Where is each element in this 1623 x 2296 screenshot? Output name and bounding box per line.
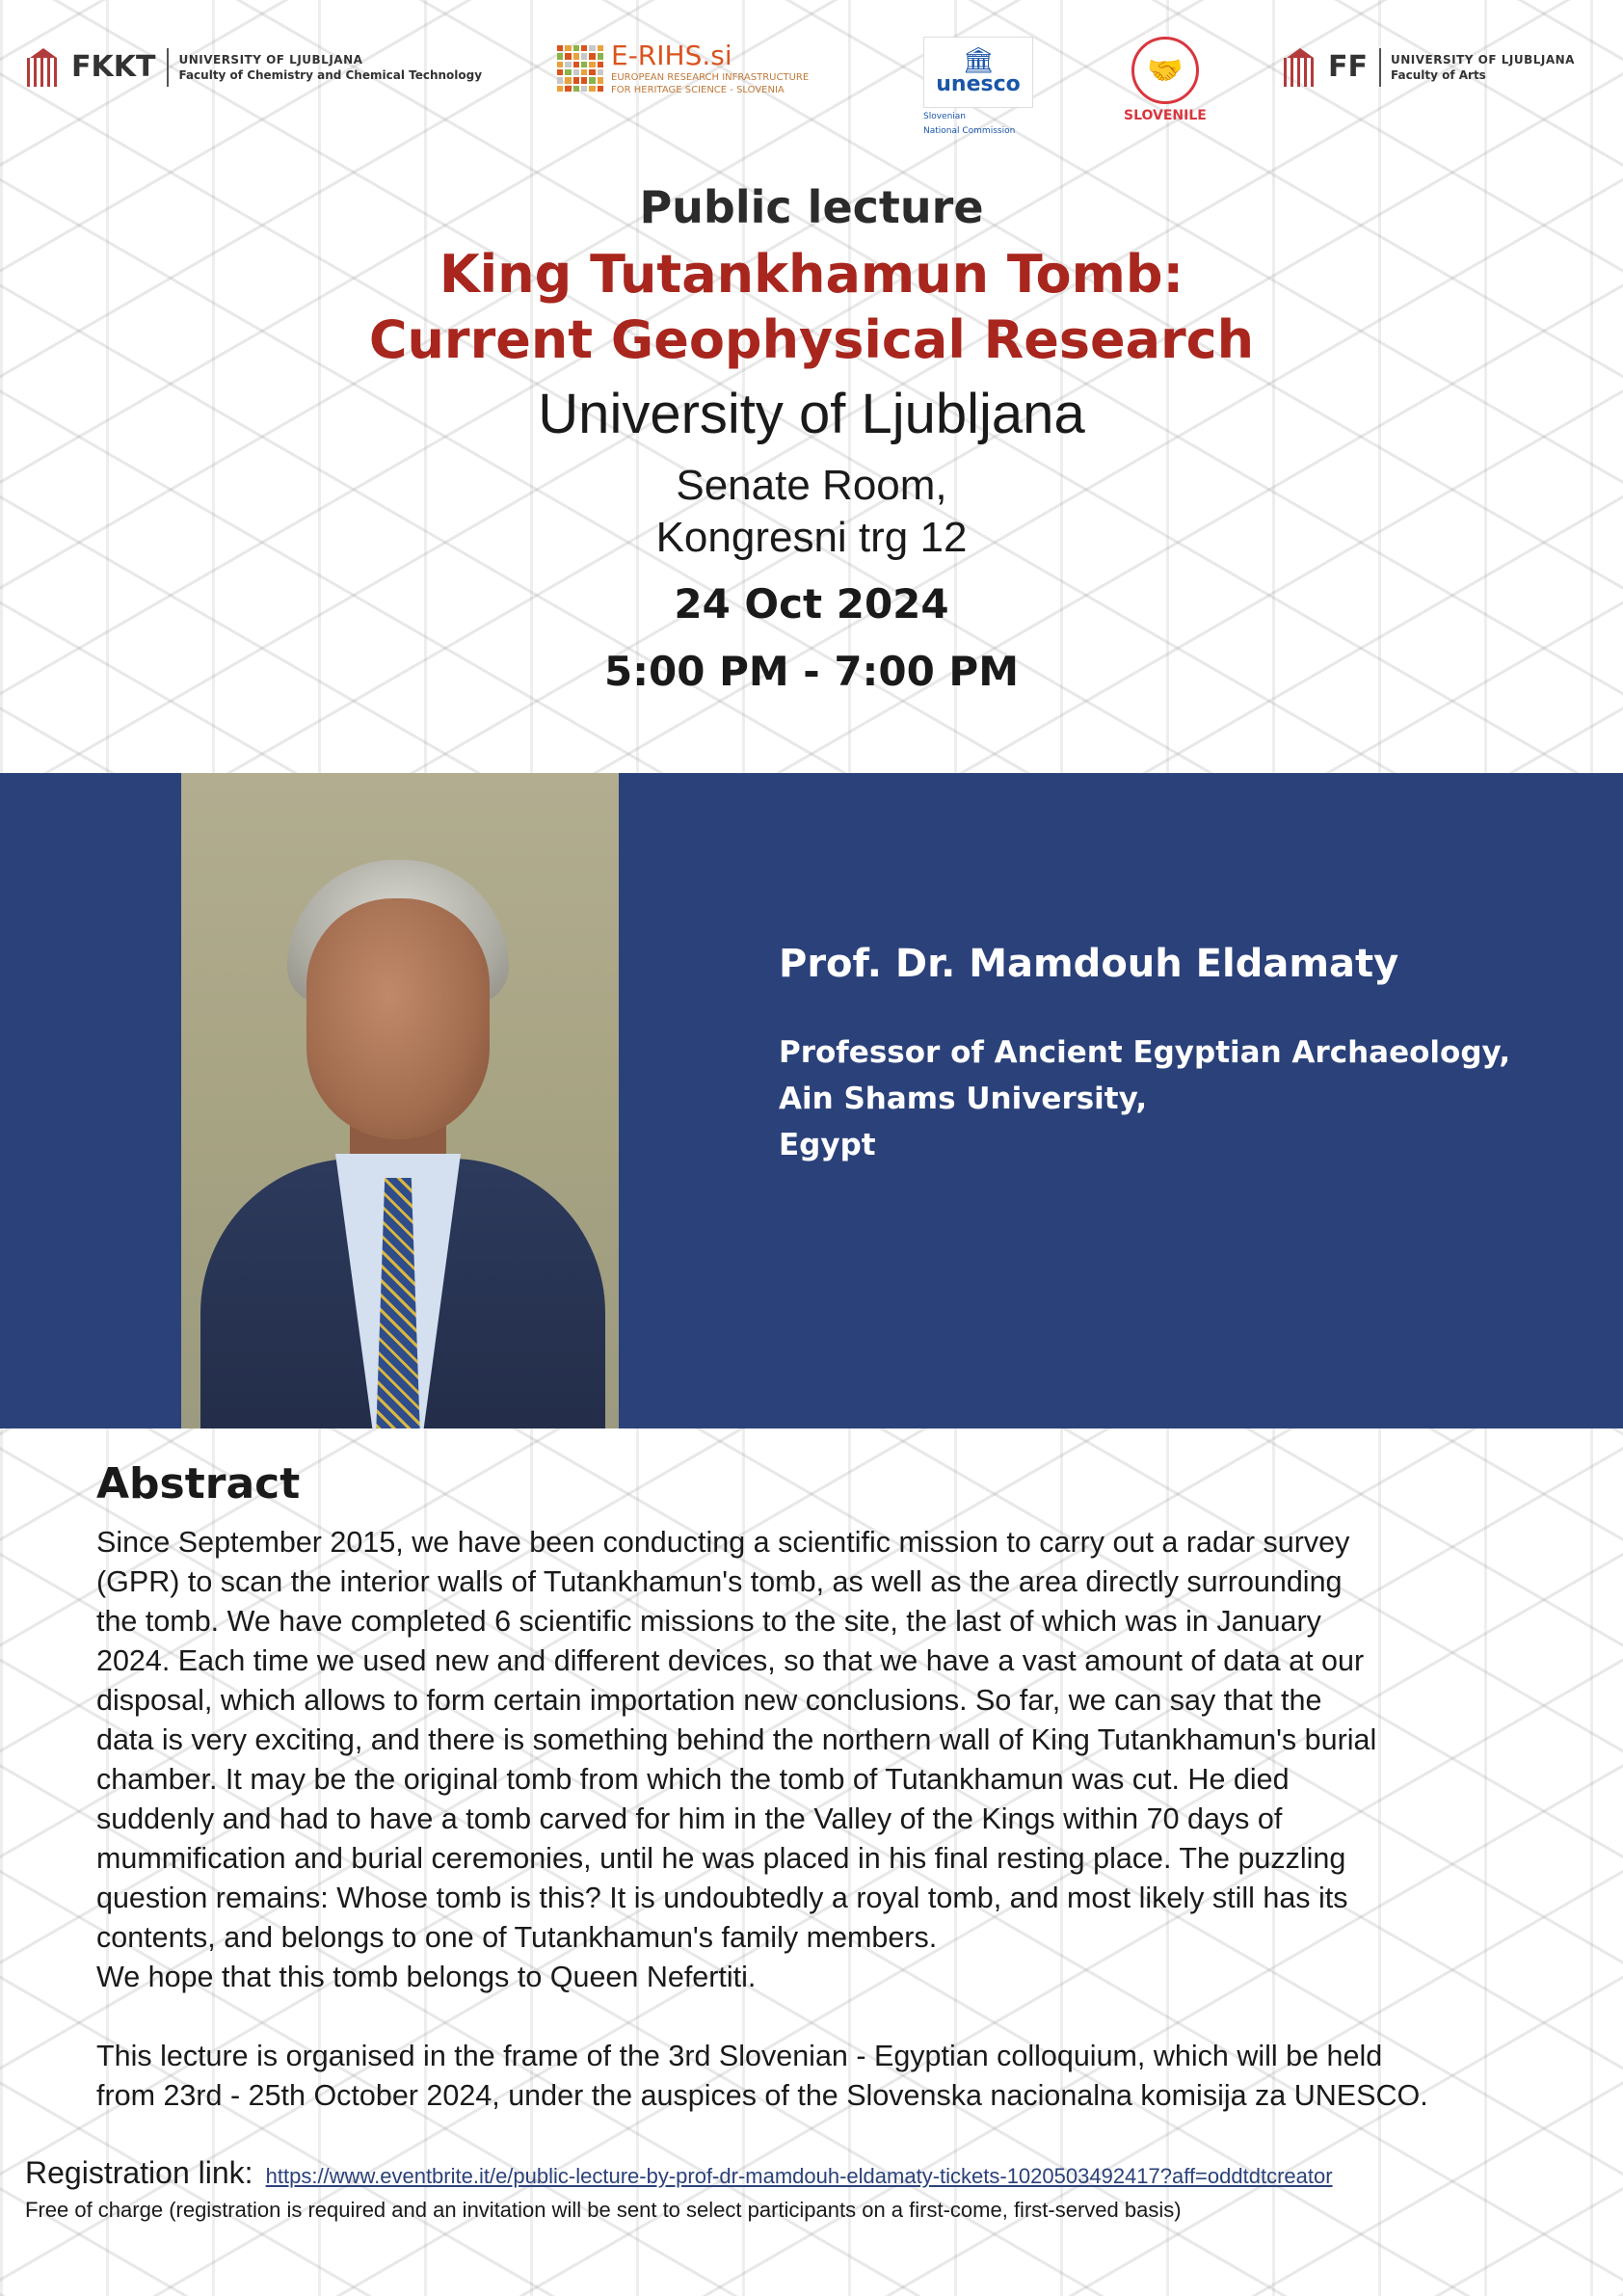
fkkt-logo	[27, 48, 482, 87]
abstract-line: data is very exciting, and there is something behind the northern wall of King Tutankhamun's burial	[96, 1723, 1377, 1756]
event-date: 24 Oct 2024	[674, 580, 949, 627]
slovenile-logo	[1124, 37, 1207, 123]
ff-faculty: Faculty of Arts	[1391, 68, 1486, 82]
slovenile-name: SLOVENILE	[1124, 108, 1207, 123]
registration	[25, 2155, 1333, 2191]
event-time: 5:00 PM - 7:00 PM	[603, 648, 1019, 695]
fkkt-university: UNIVERSITY OF LJUBLJANA	[178, 53, 363, 67]
speaker-photo	[181, 773, 619, 1428]
abstract-line: contents, and belongs to one of Tutankhamun's family members.	[96, 1921, 938, 1954]
unesco-sub-2: National Commission	[923, 126, 1016, 136]
registration-note: Free of charge (registration is required and an invitation will be sent to select participants on a first-come, first-served basis)	[25, 2198, 1182, 2222]
unesco-name: unesco	[936, 72, 1021, 96]
abstract-line: disposal, which allows to form certain importation new conclusions. So far, we can say that the	[96, 1684, 1322, 1717]
speaker-name: Prof. Dr. Mamdouh Eldamaty	[779, 942, 1399, 986]
abstract-line: 2024. Each time we used new and different devices, so that we have a vast amount of data at our	[96, 1644, 1365, 1677]
unesco-sub-1: Slovenian	[923, 112, 967, 121]
event-university: University of Ljubljana	[538, 383, 1085, 445]
university-building-icon	[27, 48, 60, 87]
abstract-line: Since September 2015, we have been conducting a scientific mission to carry out a radar survey	[96, 1526, 1350, 1559]
speaker-info	[779, 939, 1510, 1168]
abstract-line: the tomb. We have completed 6 scientific missions to the site, the last of which was in January	[96, 1605, 1321, 1638]
event-venue	[0, 460, 1623, 564]
event-title	[0, 242, 1623, 373]
venue-line-2: Kongresni trg 12	[655, 514, 968, 561]
university-building-icon	[1284, 48, 1317, 87]
registration-link[interactable]: https://www.eventbrite.it/e/public-lecture-by-prof-dr-mamdouh-eldamaty-tickets-1020503492417?aff=oddtdtcreator	[265, 2164, 1333, 2188]
colloquium-note-line: from 23rd - 25th October 2024, under the auspices of the Slovenska nacionalna komisija za UNESCO.	[96, 2079, 1428, 2112]
ff-logo	[1284, 48, 1575, 87]
colloquium-note-line: This lecture is organised in the frame of the 3rd Slovenian - Egyptian colloquium, which will be held	[96, 2040, 1383, 2072]
abstract-line: question remains: Whose tomb is this? It is undoubtedly a royal tomb, and most likely still has its	[96, 1882, 1348, 1914]
event-title-line-1: King Tutankhamun Tomb:	[439, 244, 1184, 305]
erihs-mosaic-icon	[557, 45, 603, 92]
abstract-line: suddenly and had to have a tomb carved for him in the Valley of the Kings within 70 days of	[96, 1802, 1283, 1835]
venue-line-1: Senate Room,	[676, 462, 947, 509]
unesco-temple-icon: 🏛	[962, 46, 995, 75]
speaker-role-3: Egypt	[779, 1128, 876, 1162]
erihs-name: E-RIHS.si	[611, 40, 732, 71]
fkkt-faculty: Faculty of Chemistry and Chemical Technology	[178, 68, 483, 82]
abstract-heading: Abstract	[96, 1459, 301, 1508]
unesco-logo	[923, 37, 1033, 137]
fkkt-abbreviation: FKKT	[71, 48, 169, 87]
abstract-body	[96, 1523, 1581, 2116]
event-title-line-2: Current Geophysical Research	[368, 309, 1255, 370]
abstract-line: We hope that this tomb belongs to Queen Nefertiti.	[96, 1961, 757, 1993]
erihs-subtitle-2: FOR HERITAGE SCIENCE - SLOVENIA	[611, 85, 785, 95]
speaker-role-1: Professor of Ancient Egyptian Archaeology,	[779, 1035, 1511, 1070]
handshake-icon: 🤝	[1131, 37, 1199, 104]
abstract-line: (GPR) to scan the interior walls of Tutankhamun's tomb, as well as the area directly surrounding	[96, 1565, 1343, 1598]
ff-university: UNIVERSITY OF LJUBLJANA	[1391, 53, 1575, 67]
speaker-role-2: Ain Shams University,	[779, 1081, 1148, 1116]
registration-label: Registration link:	[25, 2155, 253, 2190]
abstract-line: mummification and burial ceremonies, until he was placed in his final resting place. The puzzling	[96, 1842, 1346, 1875]
ff-abbreviation: FF	[1328, 48, 1381, 87]
event-kicker: Public lecture	[639, 181, 984, 233]
erihs-logo	[557, 40, 809, 96]
event-header	[0, 178, 1623, 699]
logo-strip	[0, 37, 1623, 143]
abstract-line: chamber. It may be the original tomb from which the tomb of Tutankhamun was cut. He died	[96, 1763, 1290, 1796]
erihs-subtitle-1: EUROPEAN RESEARCH INFRASTRUCTURE	[611, 72, 810, 83]
